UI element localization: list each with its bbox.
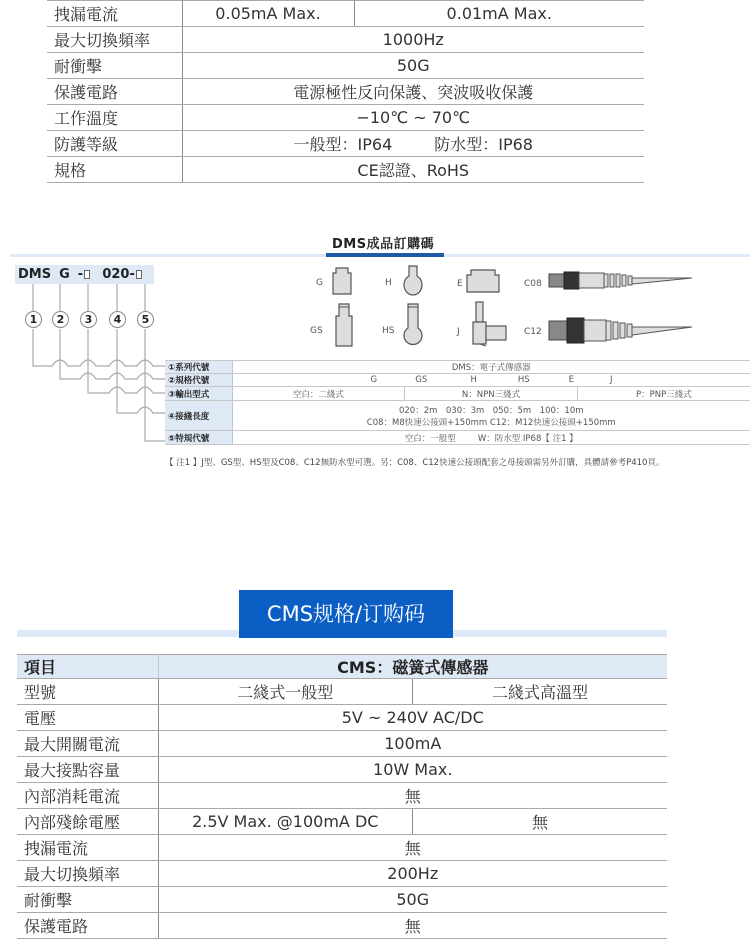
position-marker-4: 4 [109,311,126,328]
cell-value: −10℃ ~ 70℃ [182,105,644,131]
cell-value: 100mA [158,731,667,757]
legend-label: ③輸出型式 [165,387,232,401]
row-label: 保護電路 [17,913,158,939]
table-row [17,913,667,939]
legend-label: ④接綫長度 [165,401,232,431]
cell-value: 無 [158,835,667,861]
row-label: 拽漏電流 [17,835,158,861]
cell-value: 2.5V Max. @100mA DC [158,809,413,835]
position-marker-3: 3 [80,311,97,328]
row-label: 最大接點容量 [17,757,158,783]
row-label: 電壓 [17,705,158,731]
row-label: 最大切換頻率 [47,27,182,53]
cell-value: 200Hz [158,861,667,887]
cell-value: 10W Max. [158,757,667,783]
table-row [17,861,667,887]
output-placeholder-box [84,270,90,279]
row-label: 防護等級 [47,131,182,157]
legend-value: 空白：二綫式 [232,387,405,401]
table-row [47,79,644,105]
table-row [165,401,750,431]
part-label-c12: C12 [524,327,542,337]
cell-value: 無 [158,913,667,939]
header-item: 項目 [17,655,158,679]
row-label: 拽漏電流 [47,1,182,27]
table-row [165,431,750,445]
table-row [165,374,750,387]
part-label-j: J [457,327,460,337]
table-row [17,731,667,757]
row-label: 耐衝擊 [47,53,182,79]
table-row [47,53,644,79]
table-row [47,131,644,157]
legend-value: 020：2m 030：3m 050：5m 100：10m C08：M8快速公接頭+150mm C12：M12快速公接頭+150mm [232,401,750,431]
row-label: 型號 [17,679,158,705]
position-marker-5: 5 [137,311,154,328]
table-row [17,679,667,705]
table-row [17,887,667,913]
legend-value: G GS H HS E J [232,374,750,387]
part-label-hs: HS [382,326,395,336]
row-label: 最大切換頻率 [17,861,158,887]
table-row [47,105,644,131]
part-label-gs: GS [310,326,323,336]
table-row [47,157,644,183]
cell-value: CE認證、RoHS [182,157,644,183]
cell-value: 無 [413,809,668,835]
table-row [165,361,750,374]
connector-c12-icon [548,316,693,346]
part-label-c08: C08 [524,279,542,289]
cell-value: 電源極性反向保護、突波吸收保護 [182,79,644,105]
part-label-e: E [457,279,463,289]
connector-c08-icon [548,270,693,292]
title-underline [326,253,444,257]
code-series: DMS [18,267,52,282]
table-row [17,705,667,731]
table-row [17,757,667,783]
legend-label: ①系列代號 [165,361,232,374]
sensor-j-shape-icon [470,300,510,348]
row-label: 耐衝擊 [17,887,158,913]
code-dash: - [77,267,84,282]
cms-section-heading: CMS规格/订购码 [239,590,453,638]
header-product: CMS：磁簧式傳感器 [158,655,667,679]
connector-lines [0,280,170,450]
protection-general: 一般型：IP64 [293,135,393,154]
position-marker-2: 2 [52,311,69,328]
cell-value: 二綫式一般型 [158,679,413,705]
legend-label: ⑤特規代號 [165,431,232,445]
sensor-g-shape-icon [330,266,354,296]
legend-label: ②規格代號 [165,374,232,387]
code-spec: G [59,267,70,282]
sensor-e-shape-icon [465,268,501,294]
row-label: 工作溫度 [47,105,182,131]
part-label-g: G [316,278,323,288]
table-row [17,809,667,835]
row-label: 內部殘餘電壓 [17,809,158,835]
table-header-row [17,655,667,679]
table-row [165,387,750,401]
sensor-h-shape-icon [402,264,424,298]
table-row [17,783,667,809]
dms-footnote: 【 注1 】J型、GS型、HS型及C08、C12無防水型可選。另：C08、C12快速公接頭配套之母接頭需另外訂購，具體請參考P410頁。 [165,458,665,468]
part-label-h: H [385,278,392,288]
legend-value: P：PNP三綫式 [577,387,750,401]
legend-value: DMS：電子式傳感器 [232,361,750,374]
cell-value [182,131,644,157]
top-spec-table [47,0,644,183]
dms-legend-table [165,360,750,445]
code-length: 020- [102,267,135,282]
sensor-hs-shape-icon [402,302,424,348]
legend-value: N：NPN三綫式 [405,387,578,401]
legend-value: 空白：一般型 W：防水型 IP68【 注1 】 [232,431,750,445]
cell-value: 無 [158,783,667,809]
cell-value: 0.01mA Max. [354,1,644,27]
cell-value: 二綫式高溫型 [413,679,668,705]
cell-value: 5V ~ 240V AC/DC [158,705,667,731]
table-row [17,835,667,861]
cell-value: 50G [182,53,644,79]
special-placeholder-box [136,270,142,279]
cell-value: 0.05mA Max. [182,1,354,27]
row-label: 規格 [47,157,182,183]
cms-spec-table [17,654,667,939]
row-label: 最大開關電流 [17,731,158,757]
position-marker-1: 1 [25,311,42,328]
row-label: 保護電路 [47,79,182,105]
sensor-gs-shape-icon [332,302,356,348]
dms-order-title: DMS成品訂購碼 [332,237,435,252]
cell-value: 50G [158,887,667,913]
table-row [47,27,644,53]
cell-value: 1000Hz [182,27,644,53]
row-label: 內部消耗電流 [17,783,158,809]
protection-waterproof: 防水型：IP68 [434,135,533,154]
table-row [47,1,644,27]
